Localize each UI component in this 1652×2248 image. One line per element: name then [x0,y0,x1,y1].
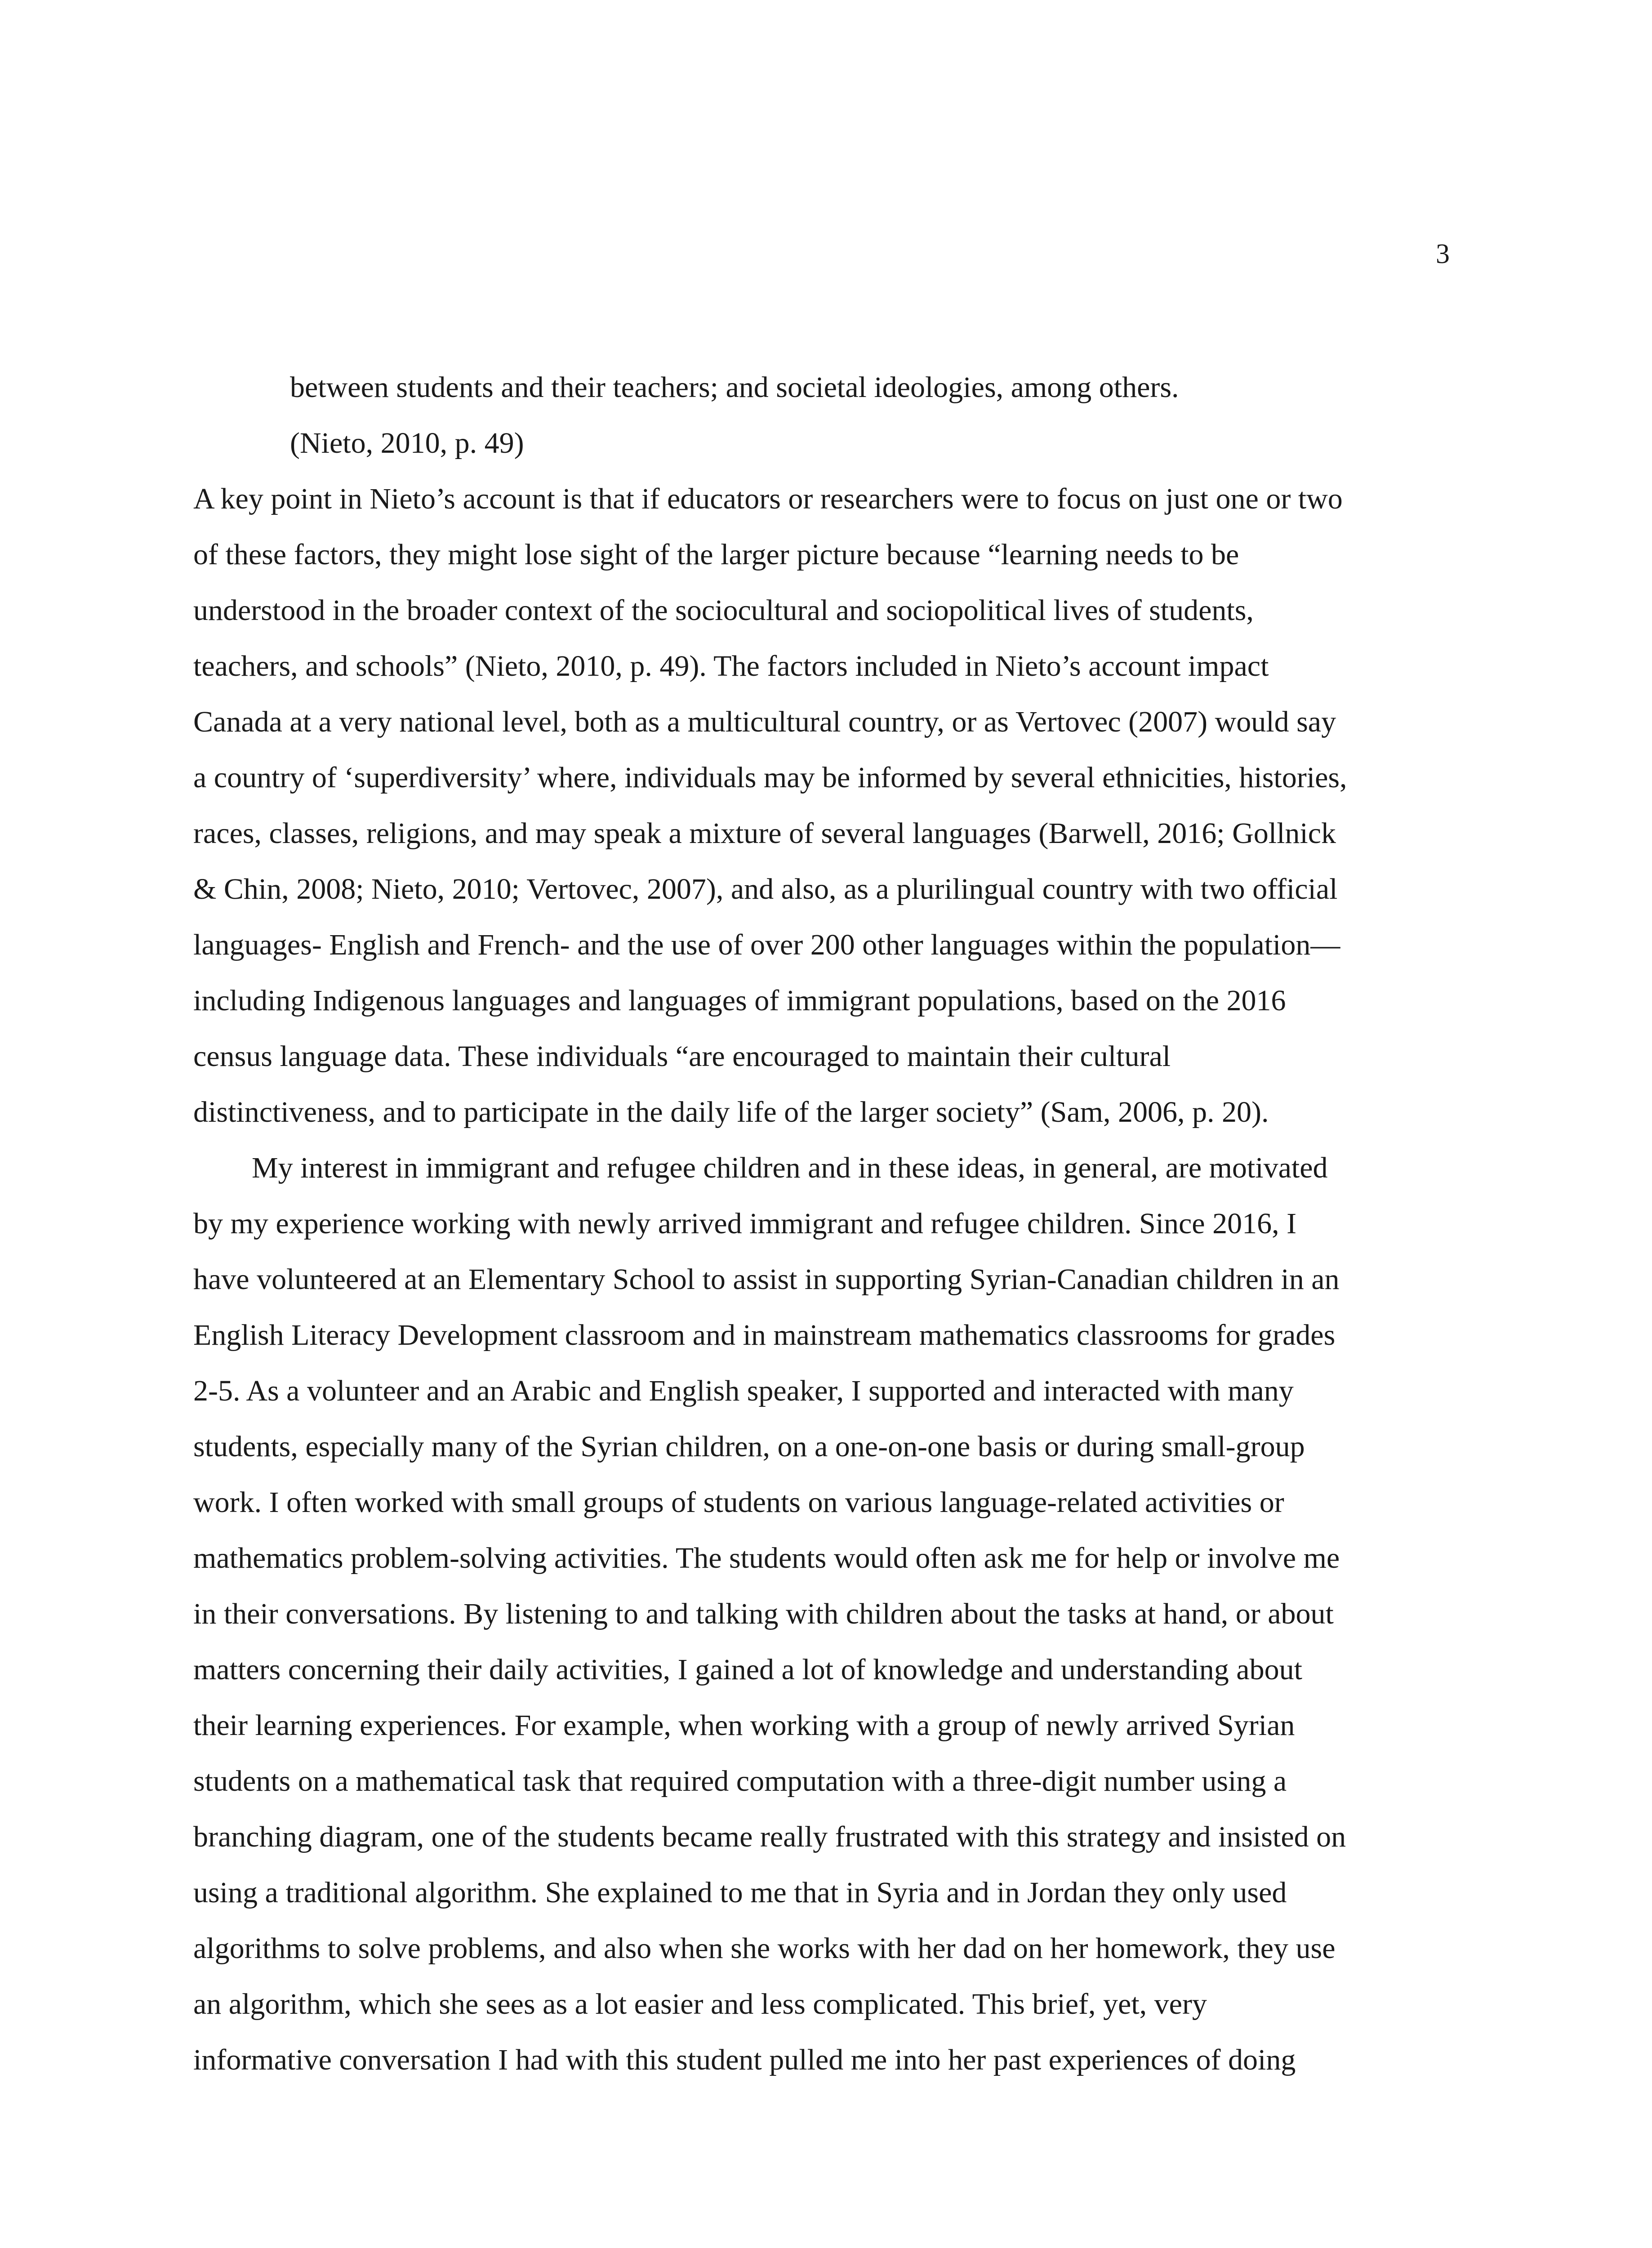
paragraph-1 [193,471,1447,1140]
paragraph-line: distinctiveness, and to participate in the daily life of the larger society” (Sam, 2006, p. 20). [193,1096,1269,1128]
page-number: 3 [1436,239,1450,269]
paragraph-line: a country of ‘superdiversity’ where, individuals may be informed by several ethnicities, histories, [193,761,1347,794]
paragraph-line: their learning experiences. For example, when working with a group of newly arrived Syrian [193,1709,1295,1742]
paragraph-line: My interest in immigrant and refugee children and in these ideas, in general, are motivated [252,1151,1328,1184]
paragraph-line: using a traditional algorithm. She explained to me that in Syria and in Jordan they only used [193,1876,1287,1909]
paragraph-line: Canada at a very national level, both as a multicultural country, or as Vertovec (2007) would say [193,705,1336,738]
paragraph-line: mathematics problem-solving activities. The students would often ask me for help or involve me [193,1542,1340,1574]
paragraph-line: English Literacy Development classroom and in mainstream mathematics classrooms for grades [193,1319,1336,1351]
quote-citation: (Nieto, 2010, p. 49) [290,427,524,459]
paragraph-line: understood in the broader context of the sociocultural and sociopolitical lives of students, [193,594,1254,627]
paragraph-line: work. I often worked with small groups of students on various language-related activities or [193,1486,1284,1519]
body-text [193,360,1447,2088]
paragraph-line: 2-5. As a volunteer and an Arabic and English speaker, I supported and interacted with many [193,1374,1294,1407]
paragraph-line: matters concerning their daily activities, I gained a lot of knowledge and understanding about [193,1653,1302,1686]
paragraph-line: including Indigenous languages and languages of immigrant populations, based on the 2016 [193,984,1286,1017]
paragraph-line: languages- English and French- and the use of over 200 other languages within the population— [193,928,1340,961]
paragraph-line: students on a mathematical task that required computation with a three-digit number using a [193,1765,1287,1798]
paragraph-line: an algorithm, which she sees as a lot easier and less complicated. This brief, yet, very [193,1988,1207,2021]
paragraph-2 [193,1140,1447,2088]
block-quote-tail [193,360,1447,471]
paragraph-line: in their conversations. By listening to and talking with children about the tasks at hand, or about [193,1597,1334,1630]
paragraph-line: have volunteered at an Elementary School to assist in supporting Syrian-Canadian children in an [193,1263,1340,1296]
paragraph-line: students, especially many of the Syrian children, on a one-on-one basis or during small-group [193,1430,1305,1463]
paragraph-line: races, classes, religions, and may speak a mixture of several languages (Barwell, 2016; Gollnick [193,817,1336,850]
paragraph-line: informative conversation I had with this student pulled me into her past experiences of doing [193,2043,1296,2076]
paragraph-line: algorithms to solve problems, and also when she works with her dad on her homework, they use [193,1932,1336,1965]
quote-line: between students and their teachers; and societal ideologies, among others. [290,371,1179,404]
paragraph-line: census language data. These individuals “are encouraged to maintain their cultural [193,1040,1171,1073]
paragraph-line: by my experience working with newly arrived immigrant and refugee children. Since 2016, I [193,1207,1297,1240]
paragraph-line: branching diagram, one of the students became really frustrated with this strategy and insisted on [193,1820,1346,1853]
paragraph-line: & Chin, 2008; Nieto, 2010; Vertovec, 2007), and also, as a plurilingual country with two official [193,873,1338,905]
paragraph-line: A key point in Nieto’s account is that if educators or researchers were to focus on just one or two [193,482,1343,515]
paragraph-line: of these factors, they might lose sight of the larger picture because “learning needs to be [193,538,1239,571]
paragraph-line: teachers, and schools” (Nieto, 2010, p. 49). The factors included in Nieto’s account impact [193,650,1269,682]
